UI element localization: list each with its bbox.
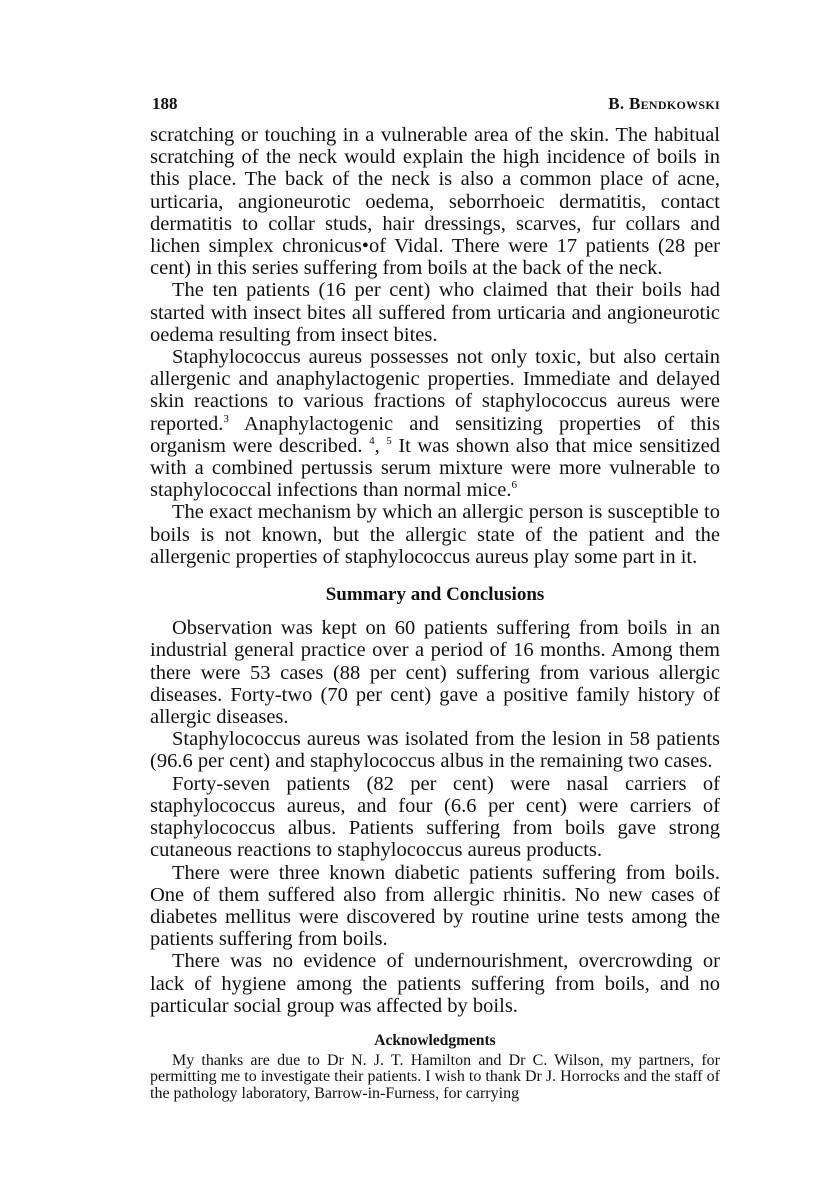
acknowledgments-paragraph: My thanks are due to Dr N. J. T. Hamilton and Dr C. Wilson, my partners, for permitting me to investigate their patients. I wish to thank Dr J. Horrocks and the staff of the pathology laboratory, Barrow-in-Furness, for carrying — [150, 1051, 720, 1102]
page-number: 188 — [152, 94, 178, 113]
summary-paragraph-5: There was no evidence of undernourishment, overcrowding or lack of hygiene among the patients suffering from boils, and no particular social group was affected by boils. — [150, 950, 720, 1017]
paragraph-staphylococcus-properties — [150, 346, 720, 501]
reference-4: 4 — [369, 435, 375, 448]
author-running-head: B. Bendkowski — [608, 94, 720, 113]
summary-heading: Summary and Conclusions — [325, 584, 545, 606]
summary-paragraph-3: Forty-seven patients (82 per cent) were nasal carriers of staphylococcus aureus, and four (6.6 per cent) were carriers of staphylococcus albus. Patients suffering from boils gave strong cutaneous reactions to staphylococcus aureus products. — [150, 772, 720, 862]
acknowledgments-text — [150, 1053, 720, 1103]
acknowledgments-heading: Acknowledgments — [374, 1031, 496, 1049]
text-segment: It was shown also that mice sensitized with a combined pertussis serum mixture were more vulnerable to staphylococcal infections than normal mice. — [150, 434, 720, 502]
paragraph-mechanism: The exact mechanism by which an allergic person is susceptible to boils is not known, but the allergic state of the patient and the allergenic properties of staphylococcus aureus play some part in it. — [150, 501, 720, 568]
text-segment: Staphylococcus aureus possesses not only toxic, but also certain allergenic and anaphylactogenic properties. Immediate and delayed skin reactions to various fractions of staphylococcus aureus were reported. — [150, 346, 720, 435]
running-header — [150, 94, 720, 124]
paragraph-continuation: scratching or touching in a vulnerable area of the skin. The habitual scratching of the neck would explain the high incidence of boils in this place. The back of the neck is also a common place of acne, urticaria, angioneurotic oedema, seborrhoeic dermatitis, contact dermatitis to collar studs, hair dressings, scarves, fur collars and lichen simplex chronicus•of Vidal. There were 17 patients (28 per cent) in this series suffering from boils at the back of the neck. — [150, 124, 720, 280]
text-segment: , — [374, 434, 387, 457]
text-segment: Anaphylactogenic and sensitizing properties of this organism were described. — [150, 412, 720, 457]
summary-paragraph-4: There were three known diabetic patients suffering from boils. One of them suffered also from allergic rhinitis. No new cases of diabetes mellitus were discovered by routine urine tests among the patients suffering from boils. — [150, 861, 720, 951]
page — [150, 94, 720, 1102]
reference-3: 3 — [223, 412, 229, 425]
main-text — [150, 124, 720, 1017]
summary-paragraph-2: Staphylococcus aureus was isolated from the lesion in 58 patients (96.6 per cent) and staphylococcus albus in the remaining two cases. — [150, 728, 720, 773]
paragraph-insect-bites: The ten patients (16 per cent) who claimed that their boils had started with insect bites all suffered from urticaria and angioneurotic oedema resulting from insect bites. — [150, 279, 720, 346]
summary-paragraph-1: Observation was kept on 60 patients suffering from boils in an industrial general practice over a period of 16 months. Among them there were 53 cases (88 per cent) suffering from various allergic diseases. Forty-two (70 per cent) gave a positive family history of allergic diseases. — [150, 617, 720, 729]
reference-5: 5 — [386, 435, 392, 448]
reference-6: 6 — [511, 479, 517, 492]
